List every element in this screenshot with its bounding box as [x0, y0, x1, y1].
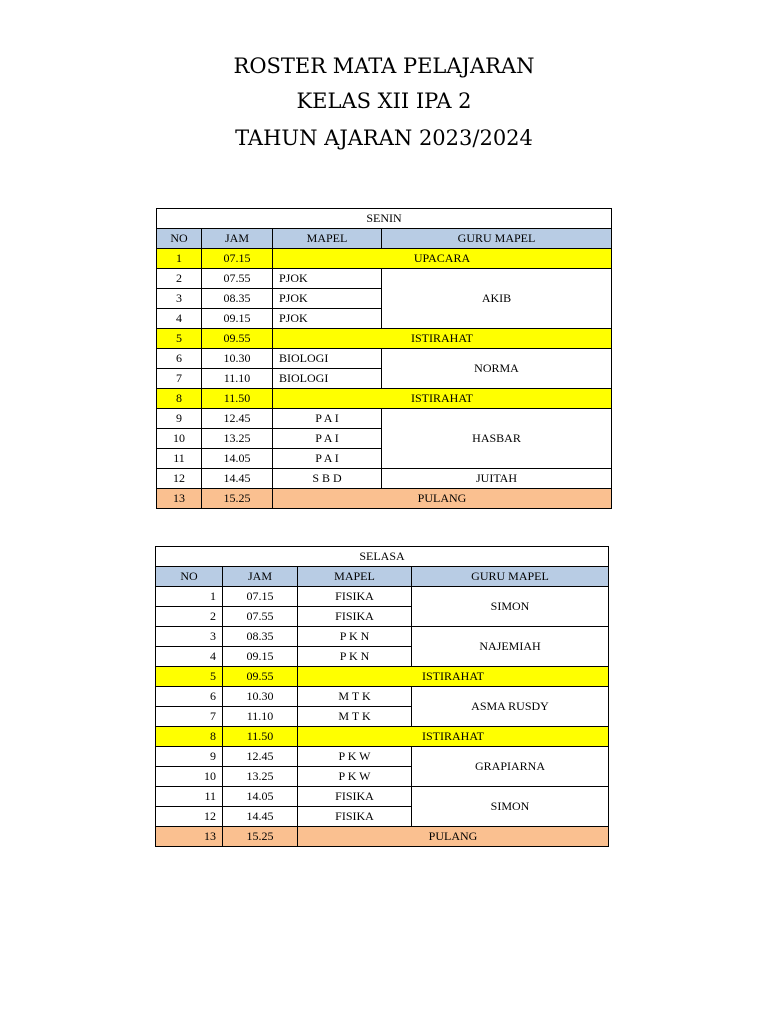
page-title-line-1: ROSTER MATA PELAJARAN	[233, 54, 535, 78]
table-row	[156, 587, 609, 607]
row-jam: 07.55	[202, 269, 273, 289]
table-row	[156, 627, 609, 647]
column-header-jam: JAM	[223, 567, 298, 587]
column-header-no: NO	[157, 229, 202, 249]
table-row	[156, 787, 609, 807]
row-jam: 09.15	[223, 647, 298, 667]
row-jam: 10.30	[202, 349, 273, 369]
row-no: 2	[157, 269, 202, 289]
selasa-schedule-table	[155, 546, 609, 847]
row-mapel: P K N	[298, 647, 412, 667]
row-no: 10	[157, 429, 202, 449]
row-jam: 15.25	[202, 489, 273, 509]
row-mapel: P A I	[273, 429, 382, 449]
row-no: 8	[157, 389, 202, 409]
row-no: 11	[157, 449, 202, 469]
table-row	[157, 269, 612, 289]
event-cell: ISTIRAHAT	[273, 329, 612, 349]
table-row	[157, 409, 612, 429]
row-jam: 14.05	[223, 787, 298, 807]
event-cell: ISTIRAHAT	[273, 389, 612, 409]
row-jam: 07.15	[202, 249, 273, 269]
row-mapel: M T K	[298, 707, 412, 727]
row-no: 6	[156, 687, 223, 707]
teacher-cell: ASMA RUSDY	[412, 687, 609, 727]
table-row	[156, 727, 609, 747]
row-mapel: FISIKA	[298, 607, 412, 627]
row-mapel: BIOLOGI	[273, 369, 382, 389]
page-title-line-2: KELAS XII IPA 2	[296, 89, 472, 113]
row-mapel: P A I	[273, 409, 382, 429]
row-jam: 07.15	[223, 587, 298, 607]
column-header-mapel: MAPEL	[273, 229, 382, 249]
row-jam: 09.55	[202, 329, 273, 349]
row-no: 13	[156, 827, 223, 847]
row-mapel: P K W	[298, 747, 412, 767]
row-jam: 15.25	[223, 827, 298, 847]
row-no: 12	[156, 807, 223, 827]
row-no: 11	[156, 787, 223, 807]
day-header: SENIN	[157, 209, 612, 229]
row-mapel: PJOK	[273, 309, 382, 329]
row-mapel: FISIKA	[298, 587, 412, 607]
row-no: 5	[157, 329, 202, 349]
row-mapel: P K N	[298, 627, 412, 647]
row-jam: 08.35	[202, 289, 273, 309]
row-jam: 13.25	[223, 767, 298, 787]
page-title-line-3: TAHUN AJARAN 2023/2024	[235, 126, 533, 150]
row-no: 2	[156, 607, 223, 627]
row-mapel: S B D	[273, 469, 382, 489]
row-mapel: P A I	[273, 449, 382, 469]
row-jam: 11.10	[223, 707, 298, 727]
column-header-row	[157, 229, 612, 249]
row-no: 7	[157, 369, 202, 389]
row-jam: 07.55	[223, 607, 298, 627]
teacher-cell: NAJEMIAH	[412, 627, 609, 667]
row-jam: 11.10	[202, 369, 273, 389]
column-header-guru: GURU MAPEL	[382, 229, 612, 249]
event-cell: UPACARA	[273, 249, 612, 269]
row-mapel: M T K	[298, 687, 412, 707]
row-no: 9	[157, 409, 202, 429]
column-header-mapel: MAPEL	[298, 567, 412, 587]
column-header-row	[156, 567, 609, 587]
row-jam: 14.45	[223, 807, 298, 827]
row-jam: 14.45	[202, 469, 273, 489]
row-mapel: FISIKA	[298, 807, 412, 827]
teacher-cell: HASBAR	[382, 409, 612, 469]
table-row	[157, 249, 612, 269]
event-cell: ISTIRAHAT	[298, 727, 609, 747]
row-jam: 12.45	[202, 409, 273, 429]
event-cell: ISTIRAHAT	[298, 667, 609, 687]
day-header: SELASA	[156, 547, 609, 567]
row-no: 8	[156, 727, 223, 747]
teacher-cell: AKIB	[382, 269, 612, 329]
table-row	[156, 687, 609, 707]
row-jam: 10.30	[223, 687, 298, 707]
column-header-guru: GURU MAPEL	[412, 567, 609, 587]
row-jam: 11.50	[223, 727, 298, 747]
event-cell: PULANG	[298, 827, 609, 847]
row-no: 5	[156, 667, 223, 687]
row-no: 4	[157, 309, 202, 329]
row-no: 9	[156, 747, 223, 767]
table-row	[157, 329, 612, 349]
table-row	[157, 489, 612, 509]
row-no: 4	[156, 647, 223, 667]
row-no: 10	[156, 767, 223, 787]
event-cell: PULANG	[273, 489, 612, 509]
row-mapel: PJOK	[273, 269, 382, 289]
senin-schedule-table	[156, 208, 612, 509]
row-jam: 09.15	[202, 309, 273, 329]
row-jam: 11.50	[202, 389, 273, 409]
row-no: 3	[157, 289, 202, 309]
row-no: 3	[156, 627, 223, 647]
row-no: 13	[157, 489, 202, 509]
table-row	[157, 389, 612, 409]
column-header-jam: JAM	[202, 229, 273, 249]
row-jam: 09.55	[223, 667, 298, 687]
row-mapel: P K W	[298, 767, 412, 787]
table-row	[157, 349, 612, 369]
teacher-cell: SIMON	[412, 587, 609, 627]
row-no: 1	[157, 249, 202, 269]
row-no: 1	[156, 587, 223, 607]
row-no: 6	[157, 349, 202, 369]
row-mapel: FISIKA	[298, 787, 412, 807]
teacher-cell: JUITAH	[382, 469, 612, 489]
row-jam: 14.05	[202, 449, 273, 469]
row-no: 12	[157, 469, 202, 489]
table-row	[156, 827, 609, 847]
teacher-cell: GRAPIARNA	[412, 747, 609, 787]
column-header-no: NO	[156, 567, 223, 587]
row-jam: 13.25	[202, 429, 273, 449]
row-jam: 08.35	[223, 627, 298, 647]
row-mapel: BIOLOGI	[273, 349, 382, 369]
row-mapel: PJOK	[273, 289, 382, 309]
table-row	[157, 469, 612, 489]
row-no: 7	[156, 707, 223, 727]
table-row	[156, 747, 609, 767]
teacher-cell: SIMON	[412, 787, 609, 827]
teacher-cell: NORMA	[382, 349, 612, 389]
table-row	[156, 667, 609, 687]
row-jam: 12.45	[223, 747, 298, 767]
